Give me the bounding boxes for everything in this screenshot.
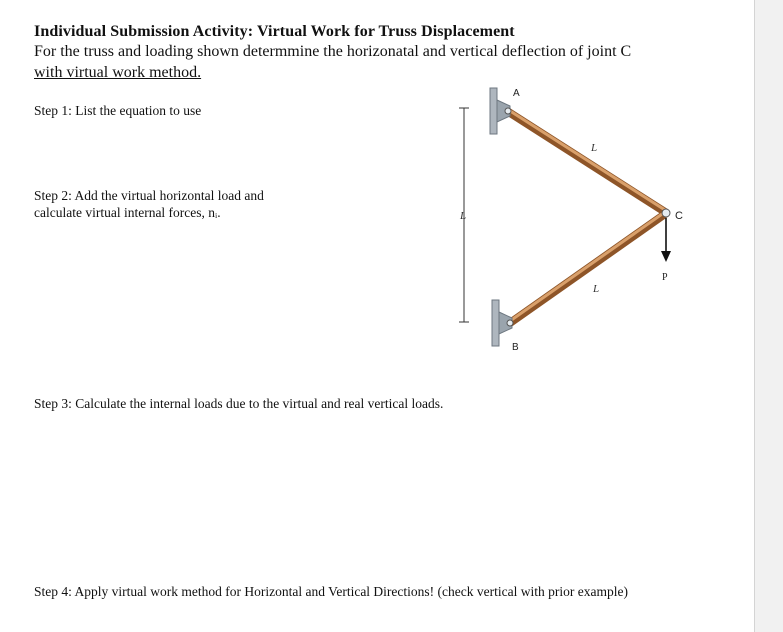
- step-2-text-line-1: Step 2: Add the virtual horizontal load and: [34, 188, 264, 203]
- pin-support-a: [490, 88, 511, 134]
- joint-c-label: C: [675, 210, 683, 222]
- joint-a-label: A: [513, 88, 520, 99]
- problem-statement-line-1: For the truss and loading shown determmine the horizonatal and vertical deflection of joint C: [34, 43, 632, 60]
- step-4-text: Step 4: Apply virtual work method for Horizontal and Vertical Directions! (check vertical with prior example): [34, 584, 628, 599]
- height-label: L: [460, 210, 467, 222]
- member-bc: [510, 214, 665, 323]
- member-ac: [507, 111, 665, 212]
- step-3-text: Step 3: Calculate the internal loads due to the virtual and real vertical loads.: [34, 396, 444, 411]
- load-arrow-p: [661, 218, 671, 262]
- step-1-text: Step 1: List the equation to use: [34, 103, 202, 118]
- problem-statement-line-2: with virtual work method.: [34, 64, 202, 81]
- joint-b-label: B: [512, 342, 519, 353]
- member-bc-length-label: L: [593, 283, 600, 295]
- member-bc-highlight: [510, 212, 665, 321]
- member-ac-length-label: L: [591, 142, 598, 154]
- load-p-label: P: [662, 272, 668, 283]
- truss-diagram: [440, 78, 700, 358]
- member-ac-highlight: [507, 109, 665, 210]
- pin-support-b: [492, 300, 513, 346]
- right-scroll-margin: [754, 0, 783, 632]
- step-2-text-line-2: calculate virtual internal forces, nᵢ.: [34, 205, 221, 220]
- joint-c-pin: [662, 209, 670, 217]
- activity-title: Individual Submission Activity: Virtual Work for Truss Displacement: [34, 23, 515, 40]
